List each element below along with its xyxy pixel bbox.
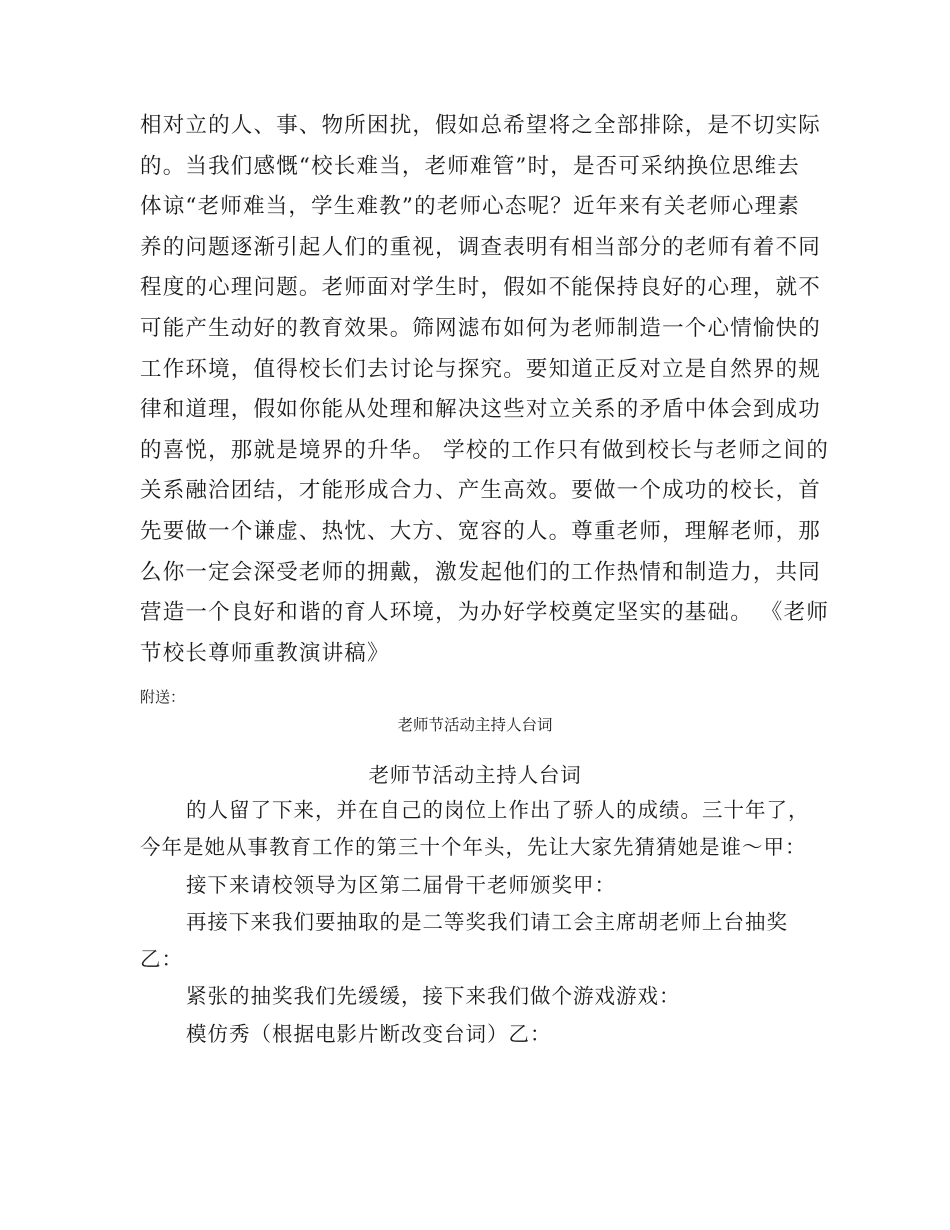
script-line: 的人留了下来，并在自己的岗位上作出了骄人的成绩。三十年了， xyxy=(186,798,810,822)
appendix-main-title: 老师节活动主持人台词 xyxy=(368,763,582,787)
script-line: 紧张的抽奖我们先缓缓，接下来我们做个游戏游戏： xyxy=(186,984,681,1009)
text-line: 体谅“老师难当，学生难教”的老师心态呢？近年来有关老师心理素 xyxy=(140,194,800,220)
text-line: 律和道理，假如你能从处理和解决这些对立关系的矛盾中体会到成功 xyxy=(140,397,822,423)
text-line: 的。当我们感慨“校长难当，老师难管”时，是否可采纳换位思维去 xyxy=(140,153,800,179)
speech-body xyxy=(140,106,830,674)
text-line: 么你一定会深受老师的拥戴，激发起他们的工作热情和制造力，共同 xyxy=(140,559,822,585)
script-line: 接下来请校领导为区第二届骨干老师颁奖甲： xyxy=(186,872,616,897)
text-line: 先要做一个谦虚、热忱、大方、宽容的人。尊重老师，理解老师，那 xyxy=(140,518,822,544)
script-line: 再接下来我们要抽取的是二等奖我们请工会主席胡老师上台抽奖 xyxy=(186,909,788,934)
script-line: 乙： xyxy=(140,947,183,972)
text-line: 节校长尊师重教演讲稿》 xyxy=(140,640,390,666)
script-line: 今年是她从事教育工作的第三十个年头，先让大家先猜猜她是谁～甲： xyxy=(140,835,807,860)
text-line: 可能产生动好的教育效果。筛网滤布如何为老师制造一个心情愉快的 xyxy=(140,315,822,341)
text-line: 关系融洽团结，才能形成合力、产生高效。要做一个成功的校长，首 xyxy=(140,478,822,504)
host-script xyxy=(140,792,810,1053)
text-line: 程度的心理问题。老师面对学生时，假如不能保持良好的心理，就不 xyxy=(140,275,822,301)
appendix-small-title: 老师节活动主持人台词 xyxy=(397,716,553,734)
text-line: 的喜悦，那就是境界的升华。 学校的工作只有做到校长与老师之间的 xyxy=(140,437,830,463)
text-line: 营造一个良好和谐的育人环境，为办好学校奠定坚实的基础。 《老师 xyxy=(140,600,830,626)
script-line: 模仿秀（根据电影片断改变台词）乙： xyxy=(186,1021,552,1046)
text-line: 相对立的人、事、物所困扰，假如总希望将之全部排除，是不切实际 xyxy=(140,113,822,138)
text-line: 养的问题逐渐引起人们的重视，调查表明有相当部分的老师有着不同 xyxy=(140,234,822,260)
text-line: 工作环境，值得校长们去讨论与探究。要知道正反对立是自然界的规 xyxy=(140,356,822,382)
appendix-label: 附送： xyxy=(140,688,186,706)
